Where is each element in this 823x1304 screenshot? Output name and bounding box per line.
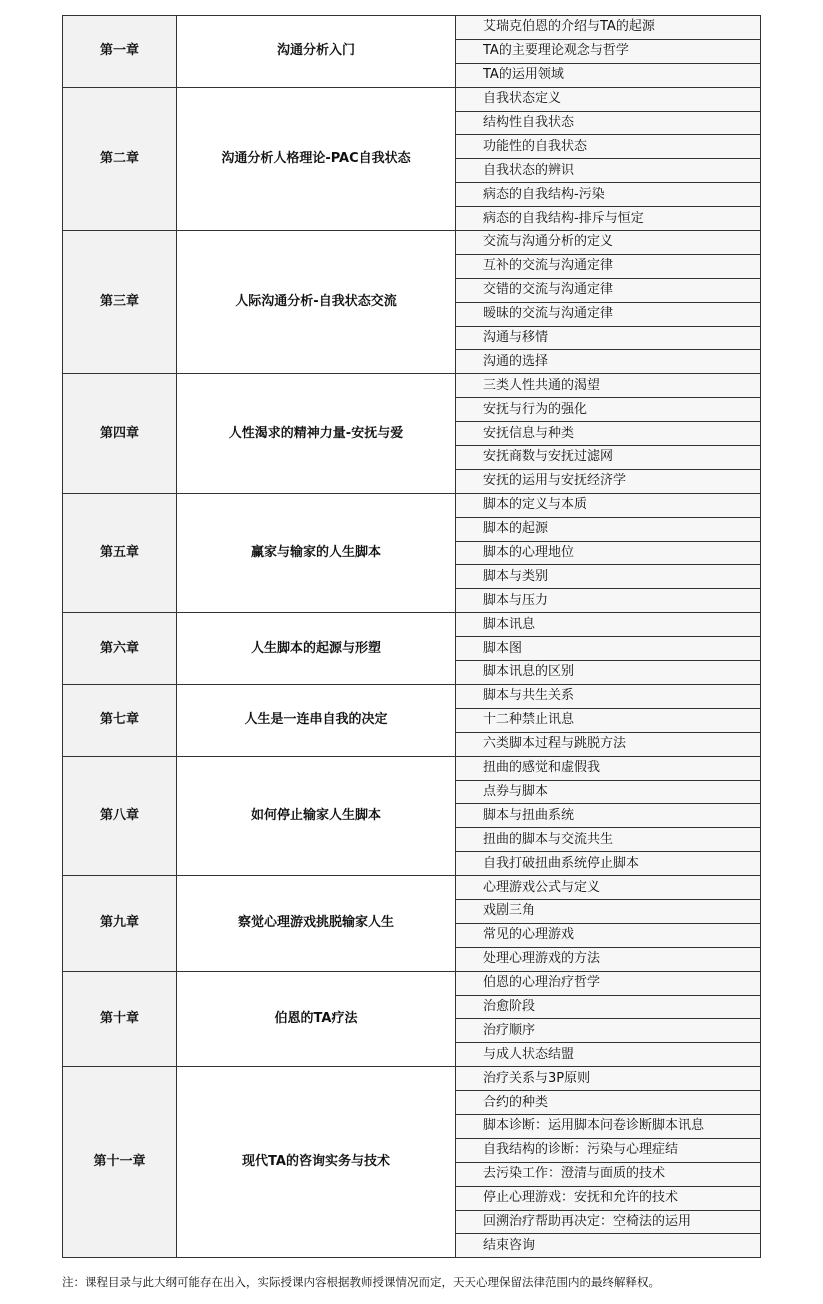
topic-item: 点券与脚本 [456,780,761,804]
chapter-number: 第六章 [63,613,177,685]
topic-item: 安抚的运用与安抚经济学 [456,469,761,493]
topic-item: 功能性的自我状态 [456,135,761,159]
outline-row [63,493,761,517]
chapter-title: 赢家与输家的人生脚本 [177,493,456,612]
chapter-number: 第九章 [63,876,177,972]
chapter-number: 第四章 [63,374,177,493]
topic-item: 处理心理游戏的方法 [456,947,761,971]
chapter-number: 第五章 [63,493,177,612]
topic-item: 沟通的选择 [456,350,761,374]
chapter-number: 第三章 [63,231,177,374]
topic-item: 合约的种类 [456,1091,761,1115]
chapter-title: 人生脚本的起源与形塑 [177,613,456,685]
topic-item: 脚本的心理地位 [456,541,761,565]
topic-item: 十二种禁止讯息 [456,708,761,732]
chapter-number: 第一章 [63,16,177,88]
topic-item: 安抚与行为的强化 [456,398,761,422]
topic-item: 治愈阶段 [456,995,761,1019]
outline-row [63,613,761,637]
topic-item: 三类人性共通的渴望 [456,374,761,398]
topic-item: 伯恩的心理治疗哲学 [456,971,761,995]
topic-item: 回溯治疗帮助再决定：空椅法的运用 [456,1210,761,1234]
topic-item: 脚本讯息的区别 [456,661,761,685]
chapter-number: 第七章 [63,684,177,756]
topic-item: 治疗关系与3P原则 [456,1067,761,1091]
topic-item: 安抚商数与安抚过滤网 [456,446,761,470]
topic-item: 病态的自我结构-排斥与恒定 [456,207,761,231]
topic-item: 艾瑞克伯恩的介绍与TA的起源 [456,16,761,40]
topic-item: 脚本与共生关系 [456,684,761,708]
course-outline-table [62,15,761,1258]
topic-item: 脚本图 [456,637,761,661]
topic-item: 暧昧的交流与沟通定律 [456,302,761,326]
outline-row [63,231,761,255]
chapter-title: 沟通分析人格理论-PAC自我状态 [177,87,456,230]
topic-item: 脚本的起源 [456,517,761,541]
topic-item: 互补的交流与沟通定律 [456,254,761,278]
topic-item: 沟通与移情 [456,326,761,350]
outline-row [63,1067,761,1091]
outline-row [63,684,761,708]
topic-item: 脚本的定义与本质 [456,493,761,517]
topic-item: 安抚信息与种类 [456,422,761,446]
topic-item: 戏剧三角 [456,899,761,923]
topic-item: 去污染工作：澄清与面质的技术 [456,1162,761,1186]
topic-item: 脚本与扭曲系统 [456,804,761,828]
topic-item: 病态的自我结构-污染 [456,183,761,207]
chapter-number: 第十一章 [63,1067,177,1258]
chapter-title: 伯恩的TA疗法 [177,971,456,1067]
outline-row [63,971,761,995]
topic-item: 脚本讯息 [456,613,761,637]
topic-item: 结构性自我状态 [456,111,761,135]
topic-item: 扭曲的脚本与交流共生 [456,828,761,852]
outline-row [63,87,761,111]
topic-item: 交流与沟通分析的定义 [456,231,761,255]
chapter-title: 人性渴求的精神力量-安抚与爱 [177,374,456,493]
topic-item: 停止心理游戏：安抚和允许的技术 [456,1186,761,1210]
chapter-title: 察觉心理游戏挑脱输家人生 [177,876,456,972]
outline-row [63,756,761,780]
topic-item: 扭曲的感觉和虚假我 [456,756,761,780]
topic-item: 常见的心理游戏 [456,923,761,947]
outline-row [63,374,761,398]
topic-item: 与成人状态结盟 [456,1043,761,1067]
topic-item: 脚本与压力 [456,589,761,613]
topic-item: 脚本诊断：运用脚本问卷诊断脚本讯息 [456,1114,761,1138]
topic-item: 六类脚本过程与跳脱方法 [456,732,761,756]
topic-item: 脚本与类别 [456,565,761,589]
topic-item: 自我状态定义 [456,87,761,111]
topic-item: 自我结构的诊断：污染与心理症结 [456,1138,761,1162]
chapter-title: 人际沟通分析-自我状态交流 [177,231,456,374]
footnote: 注：课程目录与此大纲可能存在出入，实际授课内容根据教师授课情况而定，天天心理保留法律范围内的最终解释权。 [62,1275,660,1289]
chapter-number: 第十章 [63,971,177,1067]
chapter-title: 沟通分析入门 [177,16,456,88]
chapter-title: 人生是一连串自我的决定 [177,684,456,756]
topic-item: 自我状态的辨识 [456,159,761,183]
topic-item: 结束咨询 [456,1234,761,1258]
topic-item: 交错的交流与沟通定律 [456,278,761,302]
chapter-number: 第八章 [63,756,177,875]
topic-item: TA的运用领域 [456,63,761,87]
chapter-number: 第二章 [63,87,177,230]
topic-item: 自我打破扭曲系统停止脚本 [456,852,761,876]
outline-row [63,16,761,40]
chapter-title: 现代TA的咨询实务与技术 [177,1067,456,1258]
topic-item: TA的主要理论观念与哲学 [456,39,761,63]
topic-item: 心理游戏公式与定义 [456,876,761,900]
chapter-title: 如何停止输家人生脚本 [177,756,456,875]
outline-row [63,876,761,900]
topic-item: 治疗顺序 [456,1019,761,1043]
